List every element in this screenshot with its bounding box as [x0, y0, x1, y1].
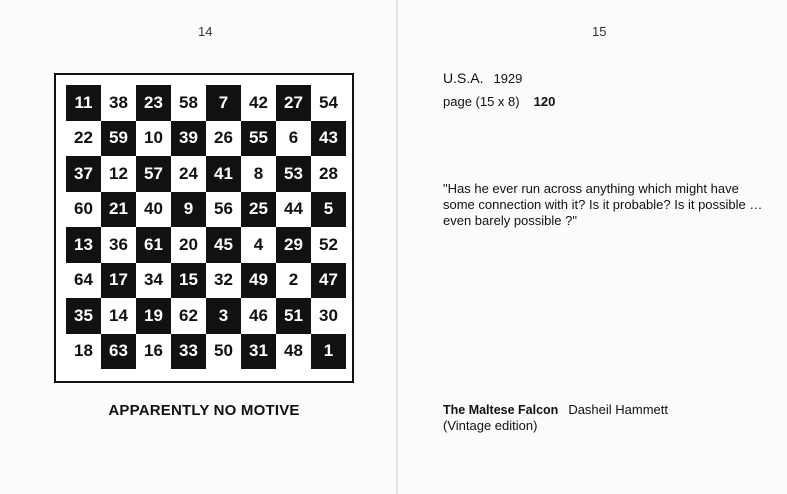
- board-cell: 18: [66, 334, 101, 370]
- book-author: Dasheil Hammett: [568, 402, 669, 417]
- board-cell: 4: [241, 227, 276, 263]
- board-cell: 64: [66, 263, 101, 299]
- board-cell: 19: [136, 298, 171, 334]
- board-cell: 39: [171, 121, 206, 157]
- page-reference-line: [443, 94, 555, 109]
- page-ref-value: 120: [533, 94, 556, 109]
- board-cell: 15: [171, 263, 206, 299]
- board-cell: 9: [171, 192, 206, 228]
- board-cell: 63: [101, 334, 136, 370]
- board-cell: 56: [206, 192, 241, 228]
- board-cell: 42: [241, 85, 276, 121]
- board-cell: 29: [276, 227, 311, 263]
- board-cell: 6: [276, 121, 311, 157]
- board-cell: 53: [276, 156, 311, 192]
- board-cell: 36: [101, 227, 136, 263]
- board-cell: 55: [241, 121, 276, 157]
- board-cell: 28: [311, 156, 346, 192]
- board-cell: 17: [101, 263, 136, 299]
- board-cell: 59: [101, 121, 136, 157]
- board-cell: 5: [311, 192, 346, 228]
- board-cell: 43: [311, 121, 346, 157]
- number-board-frame: [54, 73, 354, 383]
- board-cell: 46: [241, 298, 276, 334]
- board-cell: 8: [241, 156, 276, 192]
- board-cell: 16: [136, 334, 171, 370]
- board-cell: 41: [206, 156, 241, 192]
- right-page-number: 15: [592, 24, 607, 39]
- board-caption: APPARENTLY NO MOTIVE: [108, 402, 300, 419]
- board-cell: 52: [311, 227, 346, 263]
- board-cell: 11: [66, 85, 101, 121]
- board-cell: 34: [136, 263, 171, 299]
- board-cell: 61: [136, 227, 171, 263]
- board-cell: 48: [276, 334, 311, 370]
- board-cell: 22: [66, 121, 101, 157]
- board-cell: 58: [171, 85, 206, 121]
- number-board: [66, 85, 346, 369]
- board-cell: 32: [206, 263, 241, 299]
- board-cell: 1: [311, 334, 346, 370]
- board-cell: 14: [101, 298, 136, 334]
- board-cell: 37: [66, 156, 101, 192]
- board-cell: 50: [206, 334, 241, 370]
- board-cell: 57: [136, 156, 171, 192]
- quote-text: "Has he ever run across anything which might have some connection with it? Is it probable? Is it possible … even barely possible ?": [443, 181, 763, 228]
- board-cell: 25: [241, 192, 276, 228]
- board-cell: 3: [206, 298, 241, 334]
- board-cell: 45: [206, 227, 241, 263]
- board-cell: 12: [101, 156, 136, 192]
- board-cell: 13: [66, 227, 101, 263]
- board-cell: 49: [241, 263, 276, 299]
- board-cell: 54: [311, 85, 346, 121]
- board-cell: 10: [136, 121, 171, 157]
- page-ref-label: page (15 x 8): [443, 94, 520, 109]
- board-cell: 27: [276, 85, 311, 121]
- right-page: [398, 0, 787, 494]
- board-cell: 35: [66, 298, 101, 334]
- board-cell: 40: [136, 192, 171, 228]
- board-cell: 62: [171, 298, 206, 334]
- book-edition: (Vintage edition): [443, 418, 538, 433]
- board-cell: 2: [276, 263, 311, 299]
- board-cell: 24: [171, 156, 206, 192]
- board-cell: 60: [66, 192, 101, 228]
- board-cell: 38: [101, 85, 136, 121]
- country-year-line: [443, 70, 522, 86]
- board-cell: 23: [136, 85, 171, 121]
- board-cell: 26: [206, 121, 241, 157]
- board-cell: 7: [206, 85, 241, 121]
- board-cell: 33: [171, 334, 206, 370]
- board-cell: 44: [276, 192, 311, 228]
- book-title: The Maltese Falcon: [443, 403, 559, 417]
- board-cell: 31: [241, 334, 276, 370]
- board-cell: 21: [101, 192, 136, 228]
- board-cell: 20: [171, 227, 206, 263]
- board-cell: 47: [311, 263, 346, 299]
- board-cell: 51: [276, 298, 311, 334]
- year-label: 1929: [493, 71, 523, 86]
- book-citation: [443, 402, 668, 417]
- left-page-number: 14: [198, 24, 213, 39]
- country-label: U.S.A.: [443, 70, 484, 86]
- board-cell: 30: [311, 298, 346, 334]
